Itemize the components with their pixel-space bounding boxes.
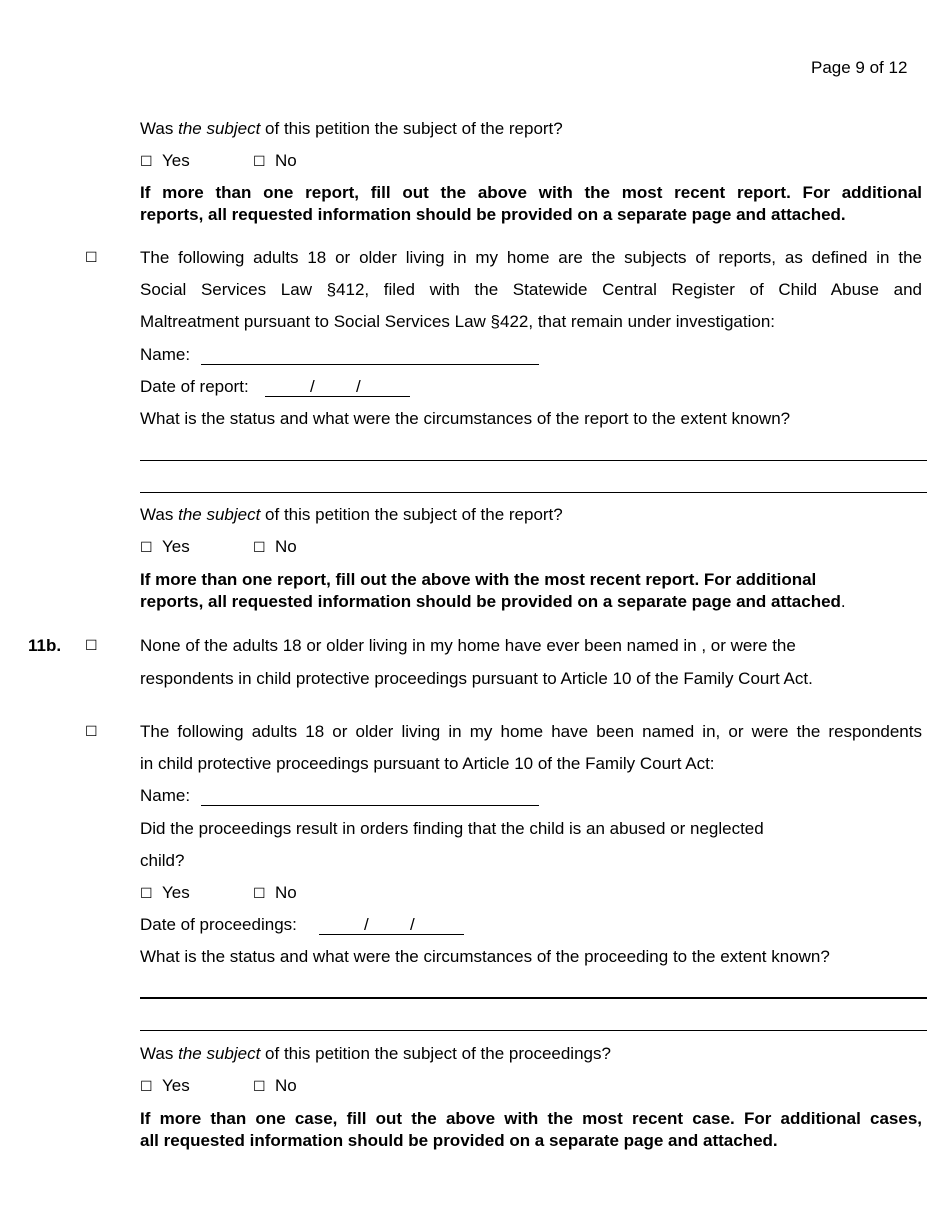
no-checkbox-4[interactable]: ☐ <box>253 1079 266 1095</box>
proceeding-status-question: What is the status and what were the circumstances of the proceeding to the extent known? <box>140 947 830 966</box>
none-adults-line2: respondents in child protective proceedings pursuant to Article 10 of the Family Court Act. <box>140 669 813 688</box>
named-proceedings-line1: The following adults 18 or older living in my home have been named in, or were the respondents <box>140 722 922 741</box>
no-option-4[interactable]: ☐ No <box>253 1076 297 1095</box>
instruction-note-3b: all requested information should be provided on a separate page and attached. <box>140 1131 778 1150</box>
yes-option-2[interactable]: ☐ Yes <box>140 537 190 556</box>
page-number: Page 9 of 12 <box>811 58 908 77</box>
reports-statement-line3: Maltreatment pursuant to Social Services Law §422, that remain under investigation: <box>140 312 776 331</box>
yes-option-1[interactable]: ☐ Yes <box>140 151 190 170</box>
name-label-2: Name: <box>140 345 191 364</box>
named-proceedings-checkbox[interactable]: ☐ <box>85 724 98 740</box>
subject-question-3: Was the subject of this petition the subject of the proceedings? <box>140 1044 611 1063</box>
named-proceedings-line2: in child protective proceedings pursuant to Article 10 of the Family Court Act: <box>140 754 715 773</box>
instruction-note-2b: reports, all requested information should be provided on a separate page and attached. <box>140 592 846 611</box>
reports-statement-line2: Social Services Law §412, filed with the Statewide Central Register of Child Abuse and <box>140 280 922 299</box>
date-separator: / <box>310 377 315 396</box>
name-field-2[interactable] <box>201 364 539 365</box>
proceedings-question-line1: Did the proceedings result in orders finding that the child is an abused or neglected <box>140 819 764 838</box>
yes-option-3[interactable]: ☐ Yes <box>140 883 190 902</box>
name-label-3: Name: <box>140 786 191 805</box>
date-separator: / <box>410 915 415 934</box>
no-option-1[interactable]: ☐ No <box>253 151 297 170</box>
section-number-11b: 11b. <box>28 636 62 655</box>
reports-statement-line1: The following adults 18 or older living in my home are the subjects of reports, as defined in the <box>140 248 922 267</box>
date-of-proceedings-field[interactable] <box>319 934 464 935</box>
date-of-report-label: Date of report: <box>140 377 249 396</box>
date-of-proceedings-label: Date of proceedings: <box>140 915 297 934</box>
proceeding-status-line-1[interactable] <box>140 997 927 999</box>
yes-checkbox-2[interactable]: ☐ <box>140 540 153 556</box>
proceeding-status-line-2[interactable] <box>140 1030 927 1031</box>
date-separator: / <box>364 915 369 934</box>
name-field-3[interactable] <box>201 805 539 806</box>
yes-checkbox-4[interactable]: ☐ <box>140 1079 153 1095</box>
date-separator: / <box>356 377 361 396</box>
instruction-note-1a: If more than one report, fill out the above with the most recent report. For additional <box>140 183 922 202</box>
yes-checkbox-3[interactable]: ☐ <box>140 886 153 902</box>
no-checkbox-1[interactable]: ☐ <box>253 154 266 170</box>
yes-option-4[interactable]: ☐ Yes <box>140 1076 190 1095</box>
proceedings-question-line2: child? <box>140 851 185 870</box>
subject-question-1: Was the subject of this petition the subject of the report? <box>140 119 563 138</box>
report-status-line-1[interactable] <box>140 460 927 461</box>
no-checkbox-2[interactable]: ☐ <box>253 540 266 556</box>
subject-question-2: Was the subject of this petition the subject of the report? <box>140 505 563 524</box>
instruction-note-1b: reports, all requested information should be provided on a separate page and attached. <box>140 205 846 224</box>
instruction-note-3a: If more than one case, fill out the above with the most recent case. For additional cases, <box>140 1109 922 1128</box>
yes-checkbox-1[interactable]: ☐ <box>140 154 153 170</box>
reports-investigation-checkbox[interactable]: ☐ <box>85 250 98 266</box>
none-adults-line1: None of the adults 18 or older living in my home have ever been named in , or were the <box>140 636 796 655</box>
no-option-2[interactable]: ☐ No <box>253 537 297 556</box>
none-adults-checkbox[interactable]: ☐ <box>85 638 98 654</box>
no-option-3[interactable]: ☐ No <box>253 883 297 902</box>
report-status-question: What is the status and what were the circumstances of the report to the extent known? <box>140 409 791 428</box>
report-status-line-2[interactable] <box>140 492 927 493</box>
date-of-report-field[interactable] <box>265 396 410 397</box>
no-checkbox-3[interactable]: ☐ <box>253 886 266 902</box>
instruction-note-2a: If more than one report, fill out the above with the most recent report. For additional <box>140 570 817 589</box>
